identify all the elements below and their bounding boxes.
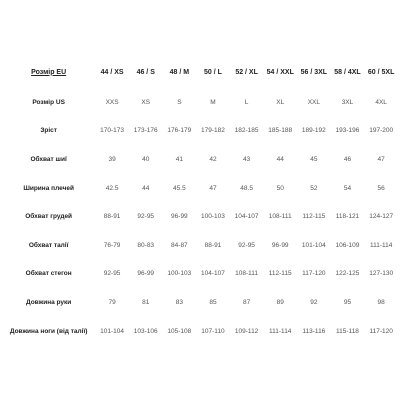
table-row xyxy=(2,117,398,146)
table-cell: 4XL xyxy=(375,98,387,106)
table-row xyxy=(2,202,398,231)
table-cell: 88-91 xyxy=(103,213,121,221)
table-cell: 44 xyxy=(276,155,284,163)
table-cell: 42.5 xyxy=(105,184,119,192)
table-cell: 83 xyxy=(175,298,183,306)
table-cell: 115-118 xyxy=(336,327,359,335)
table-row xyxy=(2,317,398,346)
table-cell: 108-111 xyxy=(235,270,259,278)
table-cell: 107-110 xyxy=(201,327,225,335)
table-cell: 45 xyxy=(310,155,318,163)
table-cell: 124-127 xyxy=(369,213,394,221)
row-label: Розмір US xyxy=(32,98,65,106)
table-cell: 104-107 xyxy=(234,213,259,221)
table-cell: 113-116 xyxy=(302,327,326,335)
table-cell: 95 xyxy=(343,298,352,306)
table-cell: 176-179 xyxy=(167,127,192,135)
table-cell: 96-99 xyxy=(171,213,188,221)
table-row xyxy=(2,145,398,174)
table-row xyxy=(2,174,398,203)
table-cell: 111-114 xyxy=(269,327,292,335)
table-cell: 197-200 xyxy=(369,127,394,135)
table-cell: 112-115 xyxy=(268,270,292,278)
size-header: 60 / 5XL xyxy=(367,68,395,76)
table-cell: 87 xyxy=(242,298,251,306)
table-cell: S xyxy=(177,98,182,106)
size-header: 44 / XS xyxy=(100,68,124,76)
table-cell: 109-112 xyxy=(234,327,259,335)
size-chart-table xyxy=(2,56,398,345)
table-cell: 80-83 xyxy=(137,241,155,249)
table-cell: 106-109 xyxy=(335,241,360,249)
table-cell: 85 xyxy=(209,298,217,306)
table-cell: M xyxy=(210,98,216,106)
table-cell: 105-108 xyxy=(167,327,192,335)
table-cell: 40 xyxy=(142,155,150,163)
table-cell: 41 xyxy=(175,155,183,163)
table-cell: 182-185 xyxy=(234,127,259,135)
row-label: Довжина руки xyxy=(26,298,72,306)
table-cell: XXS xyxy=(105,98,119,106)
table-row xyxy=(2,231,398,260)
table-cell: 101-104 xyxy=(301,241,326,249)
table-cell: 179-182 xyxy=(201,127,225,135)
table-cell: 88-91 xyxy=(204,241,222,249)
table-cell: 100-103 xyxy=(201,213,225,221)
table-cell: 112-115 xyxy=(302,213,326,221)
table-cell: 81 xyxy=(142,298,150,306)
table-cell: 170-173 xyxy=(100,127,125,135)
table-cell: 122-125 xyxy=(335,270,360,278)
table-cell: 189-192 xyxy=(301,127,326,135)
table-cell: 98 xyxy=(377,298,385,306)
row-label: Довжина ноги (від талії) xyxy=(9,327,88,335)
size-header: 54 / XXL xyxy=(266,68,294,76)
table-cell: 89 xyxy=(276,298,284,306)
table-cell: 173-176 xyxy=(133,127,158,135)
table-cell: 185-188 xyxy=(268,127,293,135)
table-cell: L xyxy=(244,98,249,106)
table-cell: 92-95 xyxy=(137,213,155,221)
table-cell: 42 xyxy=(209,155,217,163)
table-cell: XL xyxy=(276,98,285,106)
corner-header: Розмір EU xyxy=(31,68,67,76)
size-header: 50 / L xyxy=(204,68,222,76)
table-cell: 50 xyxy=(276,184,284,192)
table-row xyxy=(2,288,398,317)
table-cell: 56 xyxy=(377,184,385,192)
size-header: 56 / 3XL xyxy=(300,68,328,76)
table-cell: 45.5 xyxy=(173,184,186,192)
table-cell: 117-120 xyxy=(369,327,393,335)
table-cell: 118-121 xyxy=(335,213,360,221)
table-cell: 54 xyxy=(343,184,352,192)
table-cell: 104-107 xyxy=(201,270,225,278)
size-header: 48 / M xyxy=(169,68,190,76)
table-cell: 3XL xyxy=(341,98,354,106)
table-cell: 46 xyxy=(343,155,352,163)
table-cell: 84-87 xyxy=(171,241,188,249)
size-header: 46 / S xyxy=(136,68,155,76)
table-cell: 96-99 xyxy=(137,270,155,278)
table-cell: 127-130 xyxy=(369,270,394,278)
table-cell: 103-106 xyxy=(133,327,158,335)
row-label: Обхват шиї xyxy=(30,155,67,163)
table-cell: 92-95 xyxy=(103,270,121,278)
table-cell: 52 xyxy=(310,184,318,192)
table-cell: 47 xyxy=(377,155,385,163)
table-cell: 39 xyxy=(108,155,116,163)
table-cell: XXL xyxy=(307,98,320,106)
table-cell: 48.5 xyxy=(240,184,253,192)
table-cell: 101-104 xyxy=(100,327,125,335)
header-row xyxy=(2,56,398,88)
table-cell: 47 xyxy=(209,184,217,192)
row-label: Обхват грудей xyxy=(25,213,73,221)
row-label: Ширина плечей xyxy=(23,184,74,192)
table-row xyxy=(2,88,398,117)
table-cell: 193-196 xyxy=(335,127,360,135)
table-cell: 92-95 xyxy=(238,241,255,249)
table-row xyxy=(2,260,398,289)
row-label: Обхват стегон xyxy=(25,270,72,278)
table-cell: XS xyxy=(141,98,151,106)
table-cell: 92 xyxy=(310,298,318,306)
table-cell: 111-114 xyxy=(369,241,393,249)
table-cell: 117-120 xyxy=(302,270,326,278)
table-cell: 43 xyxy=(242,155,251,163)
size-header: 58 / 4XL xyxy=(334,68,361,76)
row-label: Зріст xyxy=(40,127,57,135)
table-cell: 76-79 xyxy=(103,241,121,249)
size-header: 52 / XL xyxy=(235,68,258,76)
table-cell: 79 xyxy=(108,298,116,306)
table-cell: 100-103 xyxy=(167,270,192,278)
table-cell: 44 xyxy=(142,184,150,192)
table-cell: 96-99 xyxy=(271,241,289,249)
row-label: Обхват талії xyxy=(28,241,69,249)
table-cell: 108-111 xyxy=(268,213,292,221)
